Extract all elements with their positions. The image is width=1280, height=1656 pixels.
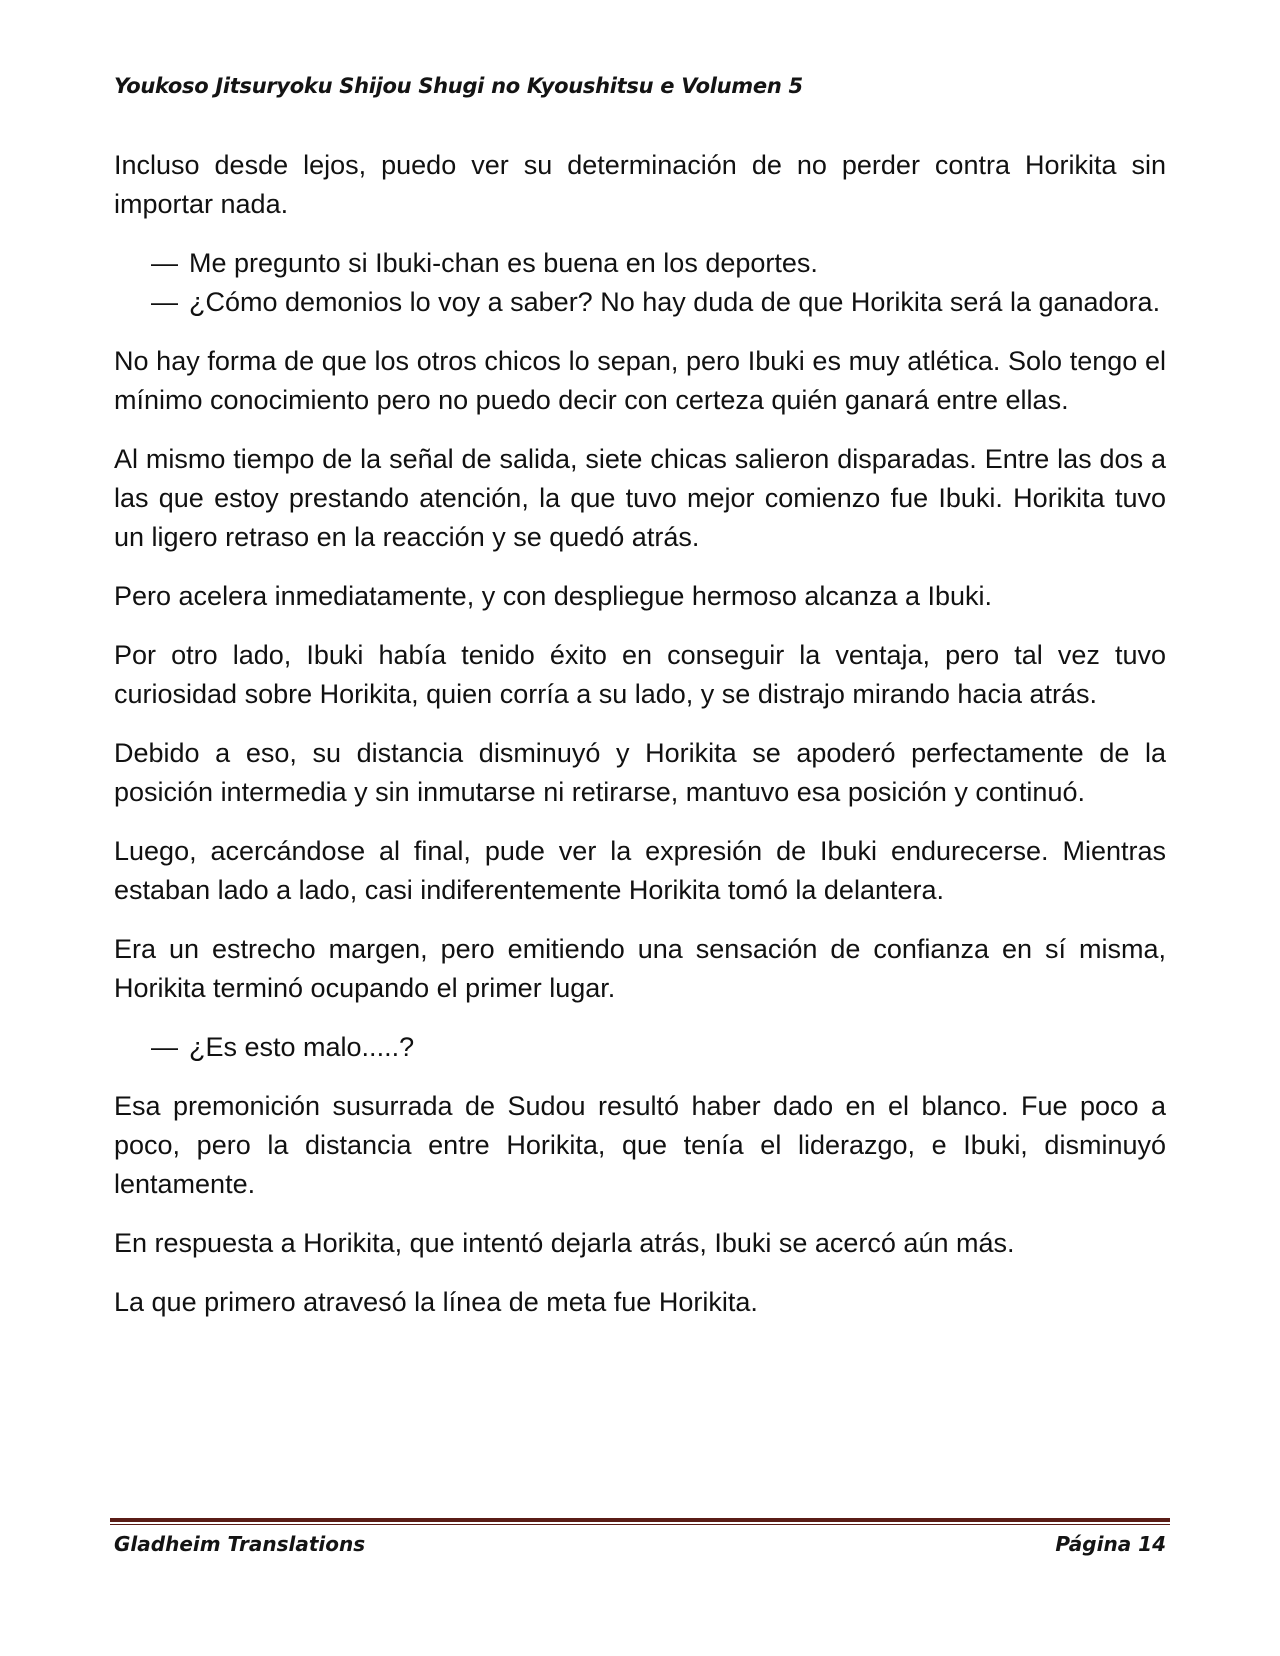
running-header: Youkoso Jitsuryoku Shijou Shugi no Kyoushitsu e Volumen 5 [114, 74, 803, 98]
dialogue-line [114, 244, 1166, 283]
paragraph: Luego, acercándose al final, pude ver la expresión de Ibuki endurecerse. Mientras estaban lado a lado, casi indiferentemente Horikita tomó la delantera. [114, 836, 1166, 905]
paragraph: Por otro lado, Ibuki había tenido éxito en conseguir la ventaja, pero tal vez tuvo curiosidad sobre Horikita, quien corría a su lado, y se distrajo mirando hacia atrás. [114, 640, 1166, 709]
dialogue-block [114, 1028, 1166, 1067]
dialogue-text: ¿Cómo demonios lo voy a saber? No hay duda de que Horikita será la ganadora. [189, 287, 1161, 317]
footer-credit: Gladheim Translations [114, 1532, 366, 1556]
em-dash: — [151, 287, 178, 317]
dialogue-text: Me pregunto si Ibuki-chan es buena en los deportes. [189, 248, 818, 278]
dialogue-block [114, 244, 1166, 322]
em-dash: — [151, 1032, 178, 1062]
paragraph: Esa premonición susurrada de Sudou resultó haber dado en el blanco. Fue poco a poco, pero la distancia entre Horikita, que tenía el liderazgo, e Ibuki, disminuyó lentamente. [114, 1091, 1166, 1199]
page-body [114, 146, 1166, 1342]
paragraph: No hay forma de que los otros chicos lo sepan, pero Ibuki es muy atlética. Solo tengo el mínimo conocimiento pero no puedo decir con certeza quién ganará entre ellas. [114, 346, 1166, 415]
paragraph: Pero acelera inmediatamente, y con despliegue hermoso alcanza a Ibuki. [114, 581, 993, 611]
paragraph: La que primero atravesó la línea de meta fue Horikita. [114, 1287, 758, 1317]
dialogue-text: ¿Es esto malo.....? [189, 1032, 415, 1062]
em-dash: — [151, 248, 178, 278]
dialogue-line [114, 283, 1166, 322]
page-number: Página 14 [1055, 1532, 1166, 1556]
dialogue-line [114, 1028, 1166, 1067]
paragraph: En respuesta a Horikita, que intentó dejarla atrás, Ibuki se acercó aún más. [114, 1228, 1015, 1258]
footer-divider [110, 1518, 1170, 1525]
paragraph: Al mismo tiempo de la señal de salida, siete chicas salieron disparadas. Entre las dos a las que estoy prestando atención, la que tuvo mejor comienzo fue Ibuki. Horikita tuvo un ligero retraso en la reacción y se quedó atrás. [114, 444, 1166, 552]
paragraph: Debido a eso, su distancia disminuyó y Horikita se apoderó perfectamente de la posición intermedia y sin inmutarse ni retirarse, mantuvo esa posición y continuó. [114, 738, 1166, 807]
paragraph: Incluso desde lejos, puedo ver su determinación de no perder contra Horikita sin importar nada. [114, 150, 1166, 219]
paragraph: Era un estrecho margen, pero emitiendo una sensación de confianza en sí misma, Horikita terminó ocupando el primer lugar. [114, 934, 1166, 1003]
